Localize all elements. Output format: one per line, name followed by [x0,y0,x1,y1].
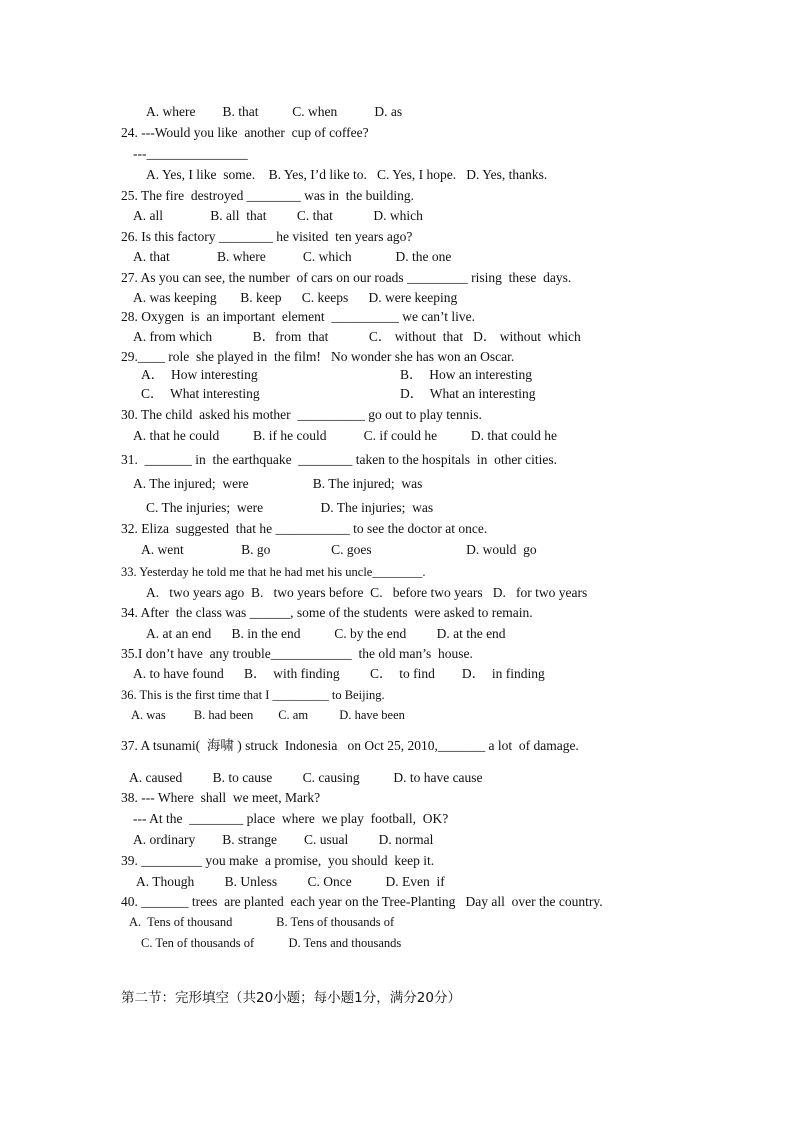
q28-stem: 28. Oxygen is an important element __________ we can’t live. [121,309,476,324]
q25-options: A. all B. all that C. that D. which [133,208,423,223]
q23-options: A. where B. that C. when D. as [146,104,403,119]
q24-reply: ---_______________ [133,146,248,161]
q30-stem: 30. The child asked his mother __________ go out to play tennis. [121,407,482,422]
q29-option-a: A． How interesting [141,367,258,382]
q29-option-c: C． What interesting [141,386,260,401]
q33-options: A. two years ago B. two years before C. before two years D. for two years [146,585,588,600]
q37-options: A. caused B. to cause C. causing D. to have cause [129,770,483,785]
q39-stem: 39. _________ you make a promise, you should keep it. [121,853,435,868]
q40-stem: 40. _______ trees are planted each year on the Tree-Planting Day all over the country. [121,894,603,909]
q35-options: A. to have found B． with finding C． to find D． in finding [133,666,545,681]
q33-stem: 33. Yesterday he told me that he had met his uncle________. [121,565,426,579]
q29-option-d: D． What an interesting [400,386,536,401]
q34-stem: 34. After the class was ______, some of the students were asked to remain. [121,605,533,620]
q24-options: A. Yes, I like some. B. Yes, I’d like to. C. Yes, I hope. D. Yes, thanks. [146,167,548,182]
q29-option-b: B． How an interesting [400,367,532,382]
q34-options: A. at an end B. in the end C. by the end D. at the end [146,626,506,641]
q36-stem: 36. This is the first time that I _________ to Beijing. [121,688,385,702]
q28-options: A. from which B．from that C． without that D． without which [133,329,581,344]
q30-options: A. that he could B. if he could C. if could he D. that could he [133,428,558,443]
q29-stem: 29.____ role she played in the film! No wonder she has won an Oscar. [121,349,515,364]
section2-title: 第二节：完形填空（共20小题；每小题1分，满分20分） [121,990,461,1006]
q32-options: A. went B. go C. goes D. would go [141,542,537,557]
q35-stem: 35.I don’t have any trouble____________ the old man’s house. [121,646,473,661]
q40-options-cd: C. Ten of thousands of D. Tens and thousands [141,936,402,950]
q25-stem: 25. The fire destroyed ________ was in the building. [121,188,414,203]
q40-options-ab: A. Tens of thousand B. Tens of thousands of [129,915,395,929]
q31-stem: 31. _______ in the earthquake ________ taken to the hospitals in other cities. [121,452,558,467]
q38-reply: --- At the ________ place where we play football, OK? [133,811,449,826]
q38-options: A. ordinary B. strange C. usual D. normal [133,832,434,847]
q24-stem: 24. ---Would you like another cup of coffee? [121,125,369,140]
q37-stem: 37. A tsunami( 海啸 ) struck Indonesia on Oct 25, 2010,_______ a lot of damage. [121,738,579,753]
q32-stem: 32. Eliza suggested that he ___________ to see the doctor at once. [121,521,488,536]
q27-options: A. was keeping B. keep C. keeps D. were keeping [133,290,458,305]
q31-options-ab: A. The injured; were B. The injured; was [133,476,423,491]
q36-options: A. was B. had been C. am D. have been [131,708,405,722]
q27-stem: 27. As you can see, the number of cars on our roads _________ rising these days. [121,270,572,285]
q26-stem: 26. Is this factory ________ he visited ten years ago? [121,229,413,244]
q39-options: A. Though B. Unless C. Once D. Even if [136,874,445,889]
q26-options: A. that B. where C. which D. the one [133,249,452,264]
q31-options-cd: C. The injuries; were D. The injuries; was [146,500,434,515]
q38-stem: 38. --- Where shall we meet, Mark? [121,790,321,805]
